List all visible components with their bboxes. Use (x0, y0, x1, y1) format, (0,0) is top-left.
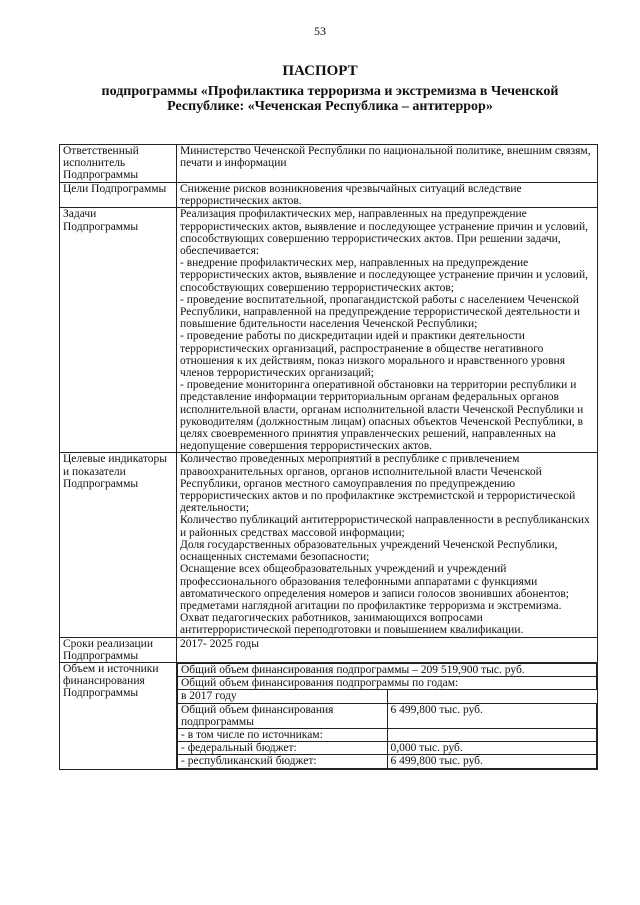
indicator-paragraph: Охват педагогических работников, занимающихся вопросами антитеррористической переподготовки и повышением квалификации. (180, 612, 524, 637)
passport-table (59, 144, 598, 770)
row-label-period: Сроки реализации Подпрограммы (60, 637, 177, 662)
row-label-goals: Цели Подпрограммы (60, 183, 177, 208)
row-label-finance: Объем и источники финансирования Подпрограммы (60, 662, 177, 769)
row-value-period: 2017- 2025 годы (177, 637, 598, 662)
row-value-responsible: Министерство Чеченской Республики по национальной политике, внешним связям, печати и информации (177, 145, 598, 183)
row-value-finance (177, 662, 598, 769)
indicator-paragraph: Количество проведенных мероприятий в республике с привлечением правоохранительных органов, органов исполнительной власти Чеченской Республики, органов местного самоуправления по предупреждению террористических актов и по профилактике экстремистской и террористической деятельности; (180, 453, 576, 515)
task-paragraph: - проведение мониторинга оперативной обстановки на территории республики и представление информации территориальным органам федеральных органов исполнительной власти, органам исполнительной власти Чеченской Республики и руководителям (должностным лицам) опасных объектов Чеченской Республики, в целях своевременного принятия управленческих решений, направленных на недопущение совершения террористических актов. (180, 379, 584, 453)
indicator-paragraph: Количество публикаций антитеррористической направленности в республиканских и районных средствах массовой информации; (180, 514, 590, 539)
finance-item-amount: 0,000 тыс. руб. (387, 742, 597, 755)
table-row (178, 663, 597, 676)
table-row (178, 728, 597, 741)
row-value-goals: Снижение рисков возникновения чрезвычайных ситуаций вследствие террористических актов. (177, 183, 598, 208)
table-row (178, 690, 597, 703)
finance-year-blank (387, 690, 597, 703)
row-label-indicators: Целевые индикаторы и показатели Подпрограммы (60, 453, 177, 637)
table-row (60, 637, 598, 662)
task-paragraph: Реализация профилактических мер, направленных на предупреждение террористических актов, выявление и последующее устранение причин и условий, способствующих совершению террористических актов. При решении задачи, обеспечивается: (180, 208, 588, 258)
finance-item-name: - в том числе по источникам: (178, 728, 388, 741)
document-title: ПАСПОРТ (282, 63, 358, 79)
finance-item-name: - республиканский бюджет: (178, 755, 388, 768)
finance-year: в 2017 году (178, 690, 388, 703)
finance-item-amount: 6 499,800 тыс. руб. (387, 703, 597, 728)
finance-item-name: Общий объем финансирования подпрограммы (178, 703, 388, 728)
table-row (60, 208, 598, 453)
finance-table (177, 663, 597, 769)
table-row (178, 755, 597, 768)
task-paragraph: - внедрение профилактических мер, направленных на предупреждение террористических актов, выявление и последующее устранение причин и условий, способствующих совершению террористических актов; (180, 257, 588, 294)
table-row (60, 183, 598, 208)
row-label-tasks: Задачи Подпрограммы (60, 208, 177, 453)
table-row (60, 145, 598, 183)
table-row (178, 677, 597, 690)
finance-total: Общий объем финансирования подпрограммы – 209 519,900 тыс. руб. (178, 663, 597, 676)
table-row (60, 662, 598, 769)
document-subtitle: подпрограммы «Профилактика терроризма и экстремизма в Чеченской Республике: «Чеченская Республика – антитеррор» (101, 84, 559, 114)
row-label-responsible: Ответственный исполнитель Подпрограммы (60, 145, 177, 183)
task-paragraph: - проведение работы по дискредитации идей и практики деятельности террористических организаций, распространение в обществе негативного отношения к их действиям, показ низкого морального и нравственного уровня членов террористических организаций; (180, 330, 566, 380)
table-row (178, 742, 597, 755)
finance-item-amount (387, 728, 597, 741)
finance-item-name: - федеральный бюджет: (178, 742, 388, 755)
table-row (60, 453, 598, 637)
table-row (178, 703, 597, 728)
row-value-tasks (177, 208, 598, 453)
finance-item-amount: 6 499,800 тыс. руб. (387, 755, 597, 768)
row-value-indicators (177, 453, 598, 637)
indicator-paragraph: Доля государственных образовательных учреждений Чеченской Республики, оснащенных системами безопасности; (180, 538, 558, 564)
page-number: 53 (314, 24, 326, 38)
indicator-paragraph: Оснащение всех общеобразовательных учреждений и учреждений профессионального образования телефонными аппаратами с функциями автоматического определения номеров и записи голосов звонивших абонентов; предметами наглядной агитации по профилактике терроризма и экстремизма. (180, 563, 569, 612)
finance-by-year-header: Общий объем финансирования подпрограммы по годам: (178, 677, 597, 690)
task-paragraph: - проведение воспитательной, пропагандистской работы с населением Чеченской Республики, направленной на предупреждение террористической деятельности и повышение бдительности населения Чеченской Республики; (180, 293, 581, 331)
